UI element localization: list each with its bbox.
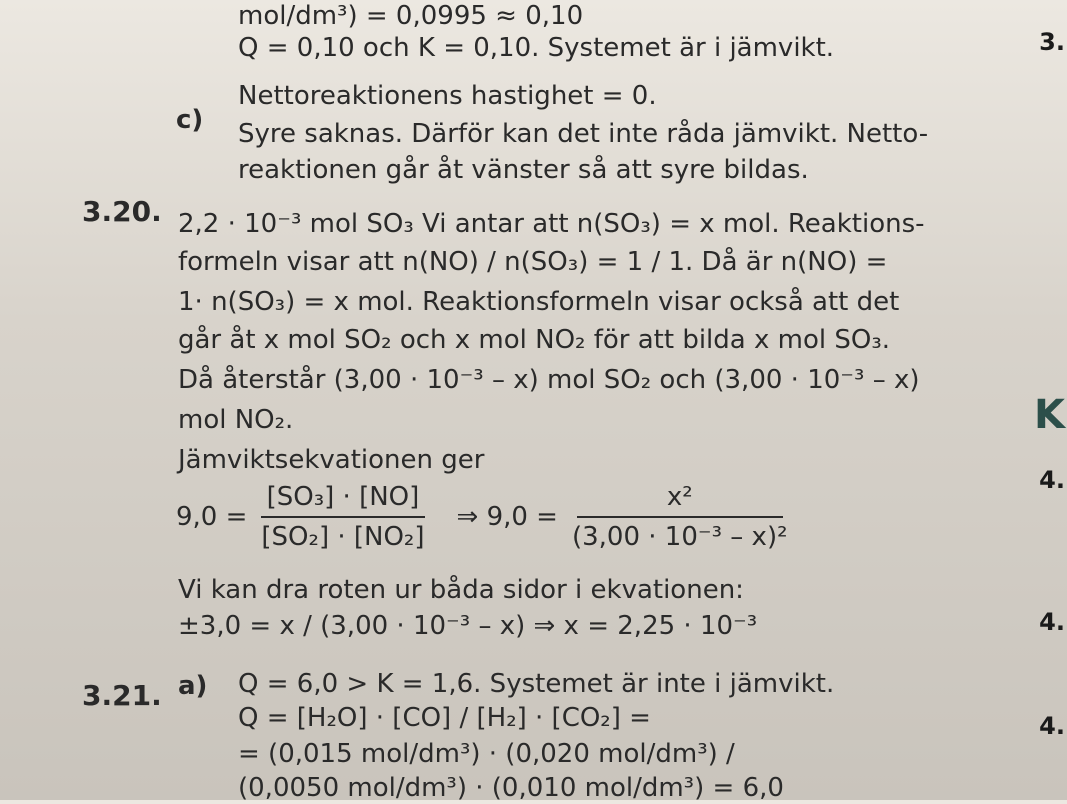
margin-letter-k: K <box>1034 392 1065 438</box>
p320-line-9: ±3,0 = x / (3,00 · 10⁻³ – x) ⇒ x = 2,25 · 10⁻³ <box>178 611 758 641</box>
p320-line-6: mol NO₂. <box>178 405 294 435</box>
p320-line-2: formeln visar att n(NO) / n(SO₃) = 1 / 1. Då är n(NO) = <box>178 247 888 277</box>
p321-line-3: = (0,015 mol/dm³) · (0,020 mol/dm³) / <box>238 739 735 769</box>
p320-line-3: 1· n(SO₃) = x mol. Reaktionsformeln visar också att det <box>178 287 900 317</box>
margin-number-4: 4. <box>1039 712 1065 740</box>
eq-fraction-2-denominator: (3,00 · 10⁻³ – x)² <box>571 522 788 552</box>
eq-fraction-1-numerator: [SO₃] · [NO] <box>261 482 426 518</box>
a-label: a) <box>178 671 208 701</box>
eq-fraction-1 <box>255 482 430 552</box>
p320-line-1: 2,2 · 10⁻³ mol SO₃ Vi antar att n(SO₃) = x mol. Reaktions- <box>178 209 925 239</box>
p321-line-1: Q = 6,0 > K = 1,6. Systemet är inte i jämvikt. <box>238 669 835 699</box>
c-label: c) <box>176 105 204 135</box>
p321-line-2: Q = [H₂O] · [CO] / [H₂] · [CO₂] = <box>238 703 651 733</box>
c-line-2: reaktionen går åt vänster så att syre bildas. <box>238 155 809 185</box>
p320-line-4: går åt x mol SO₂ och x mol NO₂ för att bilda x mol SO₃. <box>178 325 891 355</box>
eq-fraction-1-denominator: [SO₂] · [NO₂] <box>261 522 425 552</box>
problem-number-3-21: 3.21. <box>82 679 162 712</box>
c-line-1: Syre saknas. Därför kan det inte råda jämvikt. Netto- <box>238 119 929 149</box>
margin-number-3: 4. <box>1039 608 1065 636</box>
eq-arrow: ⇒ 9,0 = <box>456 502 558 532</box>
p320-line-8: Vi kan dra roten ur båda sidor i ekvationen: <box>178 575 744 605</box>
p320-line-7: Jämviktsekvationen ger <box>178 445 485 475</box>
p320-line-5: Då återstår (3,00 · 10⁻³ – x) mol SO₂ och (3,00 · 10⁻³ – x) <box>178 365 920 395</box>
eq-fraction-2-numerator: x² <box>577 482 783 518</box>
top-line-2: Q = 0,10 och K = 0,10. Systemet är i jämvikt. <box>238 33 835 63</box>
problem-number-3-20: 3.20. <box>82 195 162 228</box>
top-line-3: Nettoreaktionens hastighet = 0. <box>238 81 657 111</box>
eq-fraction-2 <box>566 482 794 552</box>
p321-line-4: (0,0050 mol/dm³) · (0,010 mol/dm³) = 6,0 <box>238 773 784 803</box>
top-line-1: mol/dm³) = 0,0995 ≈ 0,10 <box>238 1 584 31</box>
equilibrium-equation <box>176 482 802 552</box>
eq-lhs: 9,0 = <box>176 502 248 532</box>
margin-number-1: 3. <box>1039 28 1065 56</box>
margin-number-2: 4. <box>1039 466 1065 494</box>
